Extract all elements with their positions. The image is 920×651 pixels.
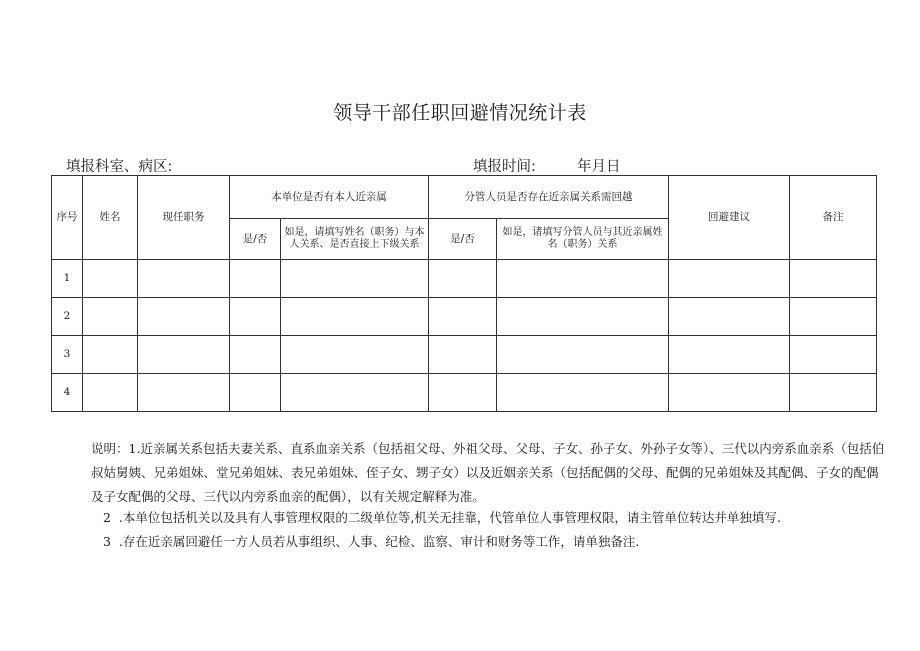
- cell-unit-detail[interactable]: [281, 298, 429, 336]
- note-3-text: .存在近亲属回避任一方人员若从事组织、人事、纪检、监察、审计和财务等工作，请单独备注.: [118, 534, 640, 549]
- cell-unit-detail[interactable]: [281, 336, 429, 374]
- header-managed-detail: 如是，诸填写分管人员与其近亲属姓名（职务）关系: [497, 219, 669, 260]
- cell-managed-yes-no[interactable]: [429, 260, 497, 298]
- cell-unit-yes-no[interactable]: [230, 298, 281, 336]
- header-managed-yes-no: 是/否: [429, 219, 497, 260]
- table-header-row: [52, 176, 877, 219]
- cell-unit-yes-no[interactable]: [230, 374, 281, 412]
- cell-remark[interactable]: [790, 260, 877, 298]
- cell-remark[interactable]: [790, 298, 877, 336]
- cell-name[interactable]: [83, 336, 138, 374]
- table-row: [52, 260, 877, 298]
- fill-date-label: 年月日: [577, 159, 621, 175]
- cell-managed-yes-no[interactable]: [429, 374, 497, 412]
- cell-avoid-advice[interactable]: [669, 336, 790, 374]
- header-remark: 备注: [790, 176, 877, 260]
- fill-department-label: 填报科室、病区:: [66, 159, 173, 175]
- statistics-table: [51, 175, 877, 412]
- header-unit-yes-no: 是/否: [230, 219, 281, 260]
- cell-current-post[interactable]: [138, 336, 230, 374]
- row-index: 1: [52, 260, 83, 298]
- note-3-number: 3: [103, 534, 111, 549]
- header-seq: 序号: [52, 176, 83, 260]
- fill-time-label: 填报时间:: [473, 159, 536, 175]
- table-row: [52, 336, 877, 374]
- row-index: 2: [52, 298, 83, 336]
- cell-name[interactable]: [83, 374, 138, 412]
- cell-managed-detail[interactable]: [497, 260, 669, 298]
- table-row: [52, 298, 877, 336]
- table-row: [52, 374, 877, 412]
- cell-current-post[interactable]: [138, 374, 230, 412]
- row-index: 3: [52, 336, 83, 374]
- cell-avoid-advice[interactable]: [669, 260, 790, 298]
- note-3: [103, 532, 639, 550]
- header-unit-detail: 如是，请填写姓名（职务）与本人关系、是否直接上下级关系: [281, 219, 429, 260]
- note-1: [91, 437, 886, 509]
- note-1-number: 1.: [128, 441, 141, 456]
- note-2: [103, 508, 781, 526]
- header-managed-relatives: 分管人员是否存在近亲属关系需回越: [429, 176, 669, 219]
- cell-unit-detail[interactable]: [281, 260, 429, 298]
- header-unit-relatives: 本单位是否有本人近亲属: [230, 176, 429, 219]
- cell-managed-yes-no[interactable]: [429, 336, 497, 374]
- cell-name[interactable]: [83, 298, 138, 336]
- cell-remark[interactable]: [790, 374, 877, 412]
- note-2-text: .本单位包括机关以及具有人事管理权限的二级单位等,机关无挂靠，代管单位人事管理权限，请主管单位转达并单独填写.: [118, 510, 781, 525]
- note-prefix: 说明：: [91, 441, 129, 456]
- cell-name[interactable]: [83, 260, 138, 298]
- cell-avoid-advice[interactable]: [669, 298, 790, 336]
- note-1-text: 近亲属关系包括夫妻关系、直系血亲关系（包括祖父母、外祖父母、父母、子女、孙子女、外孙子女等）、三代以内旁系血亲系（包括伯叔姑舅姨、兄弟姐妹、堂兄弟姐妹、表兄弟姐妹、侄子女、甥子女）以及近姻亲关系（包括配偶的父母、配偶的兄弟姐妹及其配偶、子女的配偶及子女配偶的父母、三代以内旁系血亲的配偶），以有关规定解释为准。: [91, 441, 885, 504]
- cell-unit-detail[interactable]: [281, 374, 429, 412]
- cell-remark[interactable]: [790, 336, 877, 374]
- cell-unit-yes-no[interactable]: [230, 260, 281, 298]
- document-title: 领导干部任职回避情况统计表: [333, 102, 587, 124]
- cell-managed-detail[interactable]: [497, 336, 669, 374]
- note-2-number: 2: [103, 510, 111, 525]
- cell-avoid-advice[interactable]: [669, 374, 790, 412]
- row-index: 4: [52, 374, 83, 412]
- header-name: 姓名: [83, 176, 138, 260]
- cell-current-post[interactable]: [138, 298, 230, 336]
- cell-managed-detail[interactable]: [497, 298, 669, 336]
- cell-unit-yes-no[interactable]: [230, 336, 281, 374]
- cell-managed-yes-no[interactable]: [429, 298, 497, 336]
- header-avoid-advice: 回避建议: [669, 176, 790, 260]
- cell-managed-detail[interactable]: [497, 374, 669, 412]
- header-current-post: 现任职务: [138, 176, 230, 260]
- cell-current-post[interactable]: [138, 260, 230, 298]
